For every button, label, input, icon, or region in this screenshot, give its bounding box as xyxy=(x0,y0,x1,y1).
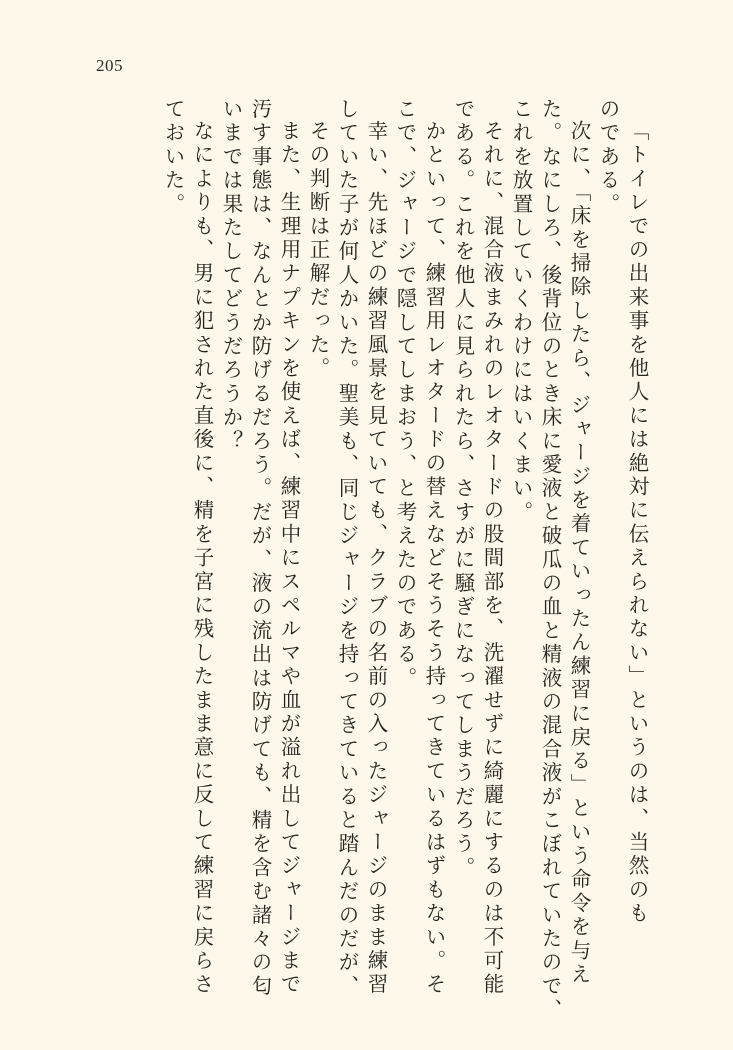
text-line: これを放置していくわけにはいくまい。 xyxy=(509,98,533,525)
page-number: 205 xyxy=(96,56,123,75)
text-line: それに、混合液まみれのレオタードの股間部を、洗濯せずに綺麗にするのは不可能 xyxy=(480,120,504,997)
text-line: 幸い、先ほどの練習風景を見ていても、クラブの名前の入ったジャージのまま練習 xyxy=(364,120,388,997)
text-line: ておいた。 xyxy=(161,98,185,217)
text-line: その判断は正解だった。 xyxy=(306,120,330,381)
text-line: こで、ジャージで隠してしまおう、と考えたのである。 xyxy=(393,98,417,691)
text-line: かといって、練習用レオタードの替えなどそうそう持ってきているはずもない。そ xyxy=(422,120,446,997)
text-line: なによりも、男に犯された直後に、精を子宮に残したまま意に反して練習に戻らさ xyxy=(190,120,214,997)
text-line: 汚す事態は、なんとか防げるだろう。だが、液の流出は防げても、精を含む諸々の匂 xyxy=(248,98,272,999)
text-line: 「トイレでの出来事を他人には絶対に伝えられない」というのは、当然のも xyxy=(625,120,649,926)
text-line: また、生理用ナプキンを使えば、練習中にスペルマや血が溢れ出してジャージまで xyxy=(277,120,301,997)
text-line: していた子が何人かいた。聖美も、同じジャージを持ってきていると踏んだのだが、 xyxy=(335,98,359,999)
page-text-body xyxy=(87,98,649,1023)
text-line: た。なにしろ、後背位のとき床に愛液と破瓜の血と精液の混合液がこぼれていたので、 xyxy=(538,98,562,1023)
text-line: である。これを他人に見られたら、さすがに騒ぎになってしまうだろう。 xyxy=(451,98,475,881)
text-line: いまでは果たしてどうだろうか？ xyxy=(219,98,243,454)
text-line: 次に、「床を掃除したら、ジャージを着ていったん練習に戻る」という命令を与え xyxy=(567,120,591,987)
text-line: のである。 xyxy=(596,98,620,217)
